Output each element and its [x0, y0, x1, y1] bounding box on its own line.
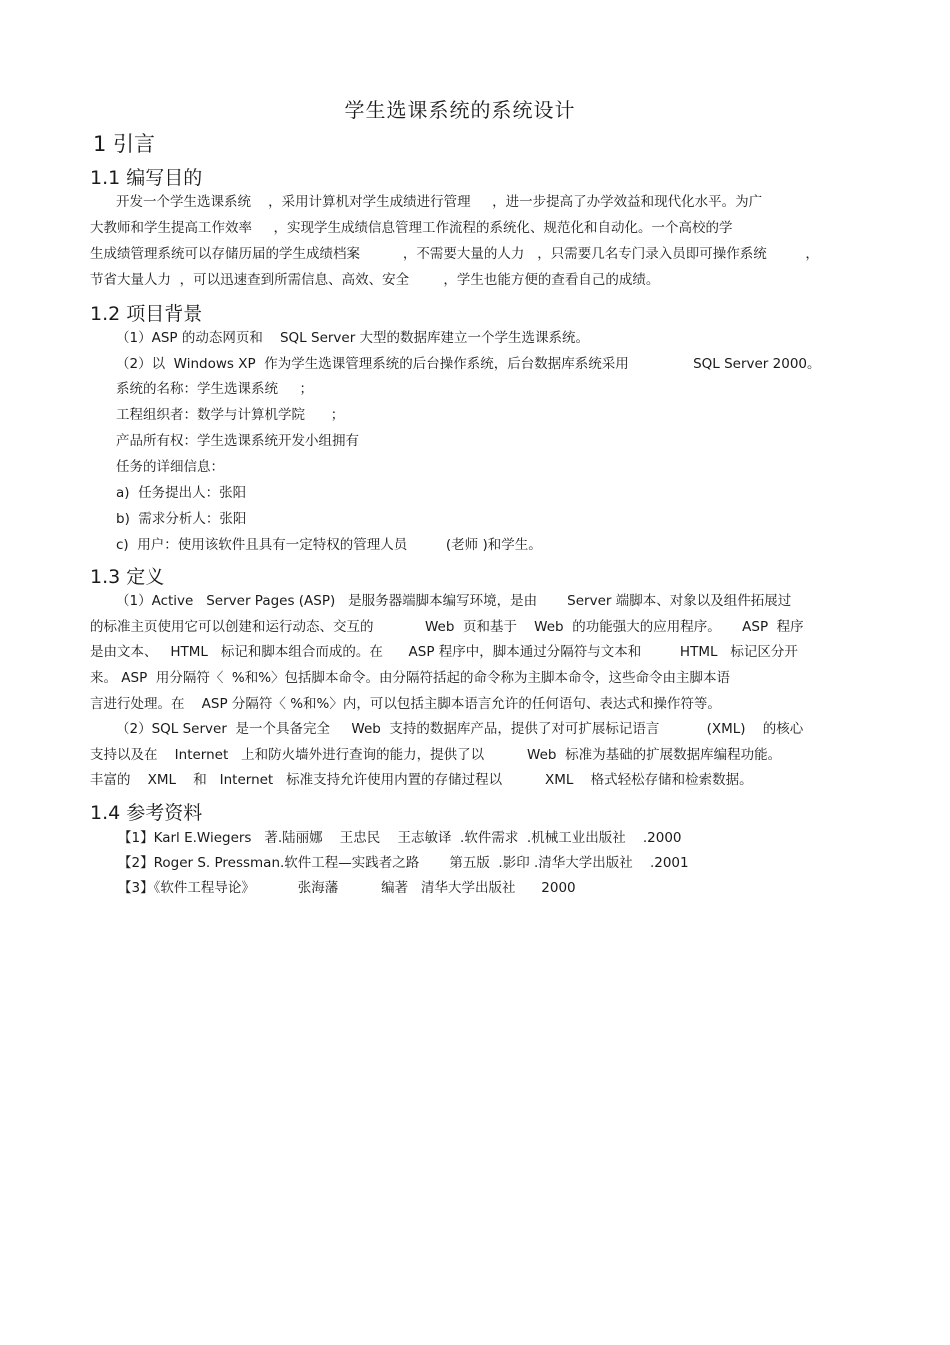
list-item: c) 用户：使用该软件且具有一定特权的管理人员 (老师 )和学生。: [116, 537, 542, 553]
section-1-1-heading: 1.1 编写目的: [90, 167, 203, 189]
paragraph-line: 节省大量人力 ，可以迅速查到所需信息、高效、安全 ，学生也能方便的查看自己的成绩。: [90, 272, 660, 288]
document-title: 学生选课系统的系统设计: [344, 98, 576, 122]
paragraph-line: 产品所有权：学生选课系统开发小组拥有: [116, 433, 359, 449]
reference-item: 【3】《软件工程导论》 张海藩 编著 清华大学出版社 2000: [118, 880, 576, 896]
section-1-4-heading: 1.4 参考资料: [90, 802, 203, 824]
section-1-2-heading: 1.2 项目背景: [90, 303, 203, 325]
paragraph-line: 生成绩管理系统可以存储历届的学生成绩档案 ，不需要大量的人力 ，只需要几名专门录入员即可操作系统 ，: [90, 246, 819, 262]
section-1-3-heading: 1.3 定义: [90, 566, 165, 588]
paragraph-line: （1）ASP 的动态网页和 SQL Server 大型的数据库建立一个学生选课系统。: [116, 330, 590, 346]
list-item: b) 需求分析人：张阳: [116, 511, 247, 527]
paragraph-line: 开发一个学生选课系统 ，采用计算机对学生成绩进行管理 ，进一步提高了办学效益和现代化水平。为广: [116, 194, 763, 210]
paragraph-line: 是由文本、 HTML 标记和脚本组合而成的。在 ASP 程序中，脚本通过分隔符与文本和 HTML 标记区分开: [90, 644, 798, 660]
paragraph-line: 的标准主页使用它可以创建和运行动态、交互的 Web 页和基于 Web 的功能强大的应用程序。 ASP 程序: [90, 619, 804, 635]
paragraph-line: 任务的详细信息：: [116, 459, 224, 475]
paragraph-line: 言进行处理。在 ASP 分隔符〈 %和%〉内，可以包括主脚本语言允许的任何语句、表达式和操作符等。: [90, 696, 721, 712]
list-item: a) 任务提出人：张阳: [116, 485, 247, 501]
paragraph-line: 丰富的 XML 和 Internet 标准支持允许使用内置的存储过程以 XML 格式轻松存储和检索数据。: [90, 772, 753, 788]
paragraph-line: （1）Active Server Pages (ASP) 是服务器端脚本编写环境，是由 Server 端脚本、对象以及组件拓展过: [116, 593, 792, 609]
paragraph-line: 系统的名称：学生选课系统 ；: [116, 381, 313, 397]
paragraph-line: 来。 ASP 用分隔符〈 %和%〉包括脚本命令。由分隔符括起的命令称为主脚本命令，这些命令由主脚本语: [90, 670, 731, 686]
reference-item: 【2】Roger S. Pressman.软件工程—实践者之路 第五版 .影印 .清华大学出版社 .2001: [118, 855, 689, 871]
section-1-heading: 1 引言: [93, 132, 156, 156]
paragraph-line: （2）以 Windows XP 作为学生选课管理系统的后台操作系统，后台数据库系统采用 SQL Server 2000。: [116, 356, 821, 372]
paragraph-line: 支持以及在 Internet 上和防火墙外进行查询的能力，提供了以 Web 标准为基础的扩展数据库编程功能。: [90, 747, 782, 763]
reference-item: 【1】Karl E.Wiegers 著.陆丽娜 王忠民 王志敏译 .软件需求 .机械工业出版社 .2000: [118, 830, 682, 846]
paragraph-line: （2）SQL Server 是一个具备完全 Web 支持的数据库产品，提供了对可扩展标记语言 (XML) 的核心: [116, 721, 804, 737]
paragraph-line: 工程组织者：数学与计算机学院 ；: [116, 407, 345, 423]
paragraph-line: 大教师和学生提高工作效率 ，实现学生成绩信息管理工作流程的系统化、规范化和自动化。一个高校的学: [90, 220, 733, 236]
